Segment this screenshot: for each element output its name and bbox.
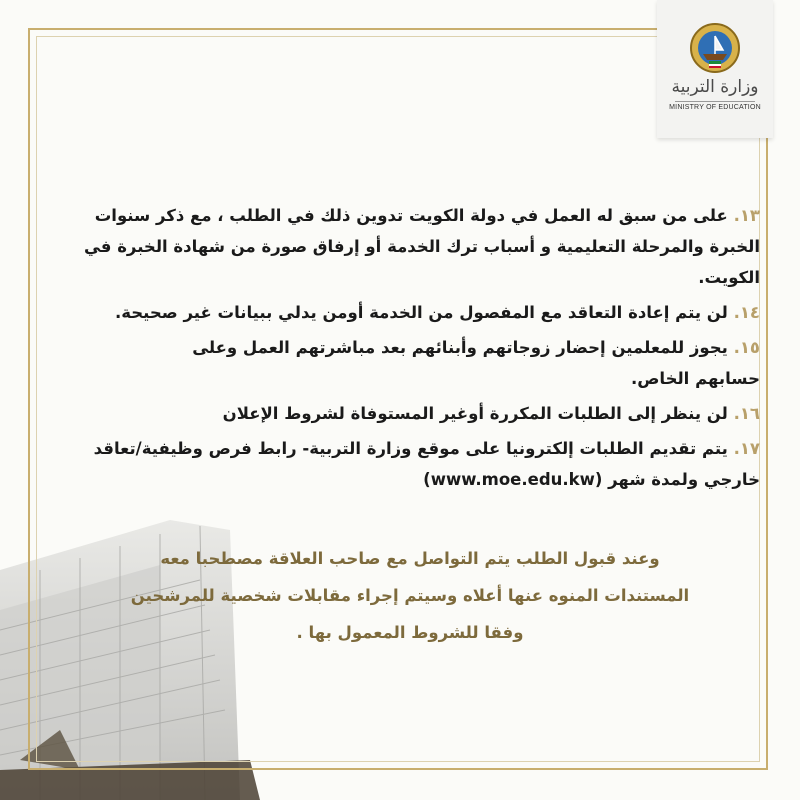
item-text-line: خارجي ولمدة شهر (www.moe.edu.kw) (423, 470, 760, 489)
item-number: ١٧. (733, 439, 760, 458)
item-text-line: لن ينظر إلى الطلبات المكررة أوغير المستوفاة لشروط الإعلان (222, 404, 728, 423)
closing-line: وفقا للشروط المعمول بها . (296, 623, 524, 642)
closing-line: المستندات المنوه عنها أعلاه وسيتم إجراء مقابلات شخصية للمرشحين (130, 586, 690, 605)
kuwait-emblem-icon (689, 22, 741, 74)
logo-divider (675, 101, 755, 102)
ministry-name-arabic: وزارة التربية (671, 77, 759, 97)
ministry-name-english: MINISTRY OF EDUCATION (669, 104, 761, 111)
item-text-line: حسابهم الخاص. (630, 369, 760, 388)
item-number: ١٦. (733, 404, 760, 423)
item-number: ١٤. (733, 303, 760, 322)
ministry-logo-badge (657, 0, 773, 138)
item-text-line: يجوز للمعلمين إحضار زوجاتهم وأبنائهم بعد مباشرتهم العمل وعلى (192, 338, 728, 357)
item-text-line: على من سبق له العمل في دولة الكويت تدوين ذلك في الطلب ، مع ذكر سنوات (94, 206, 728, 225)
item-text-line: الخبرة والمرحلة التعليمية و أسباب ترك الخدمة أو إرفاق صورة من شهادة الخبرة في (83, 237, 760, 256)
condition-item (60, 332, 760, 394)
conditions-list (60, 200, 760, 499)
item-number: ١٣. (733, 206, 760, 225)
item-text-line: يتم تقديم الطلبات إلكترونيا على موقع وزارة التربية- رابط فرص وظيفية/تعاقد (93, 439, 728, 458)
condition-item (60, 433, 760, 495)
closing-line: وعند قبول الطلب يتم التواصل مع صاحب العلاقة مصطحبا معه (160, 549, 660, 568)
condition-item (60, 398, 760, 429)
condition-item (60, 297, 760, 328)
closing-note (80, 540, 740, 651)
item-text-line: لن يتم إعادة التعاقد مع المفصول من الخدمة أومن يدلي ببيانات غير صحيحة. (115, 303, 728, 322)
item-number: ١٥. (733, 338, 760, 357)
item-text-line: الكويت. (698, 268, 760, 287)
condition-item (60, 200, 760, 293)
